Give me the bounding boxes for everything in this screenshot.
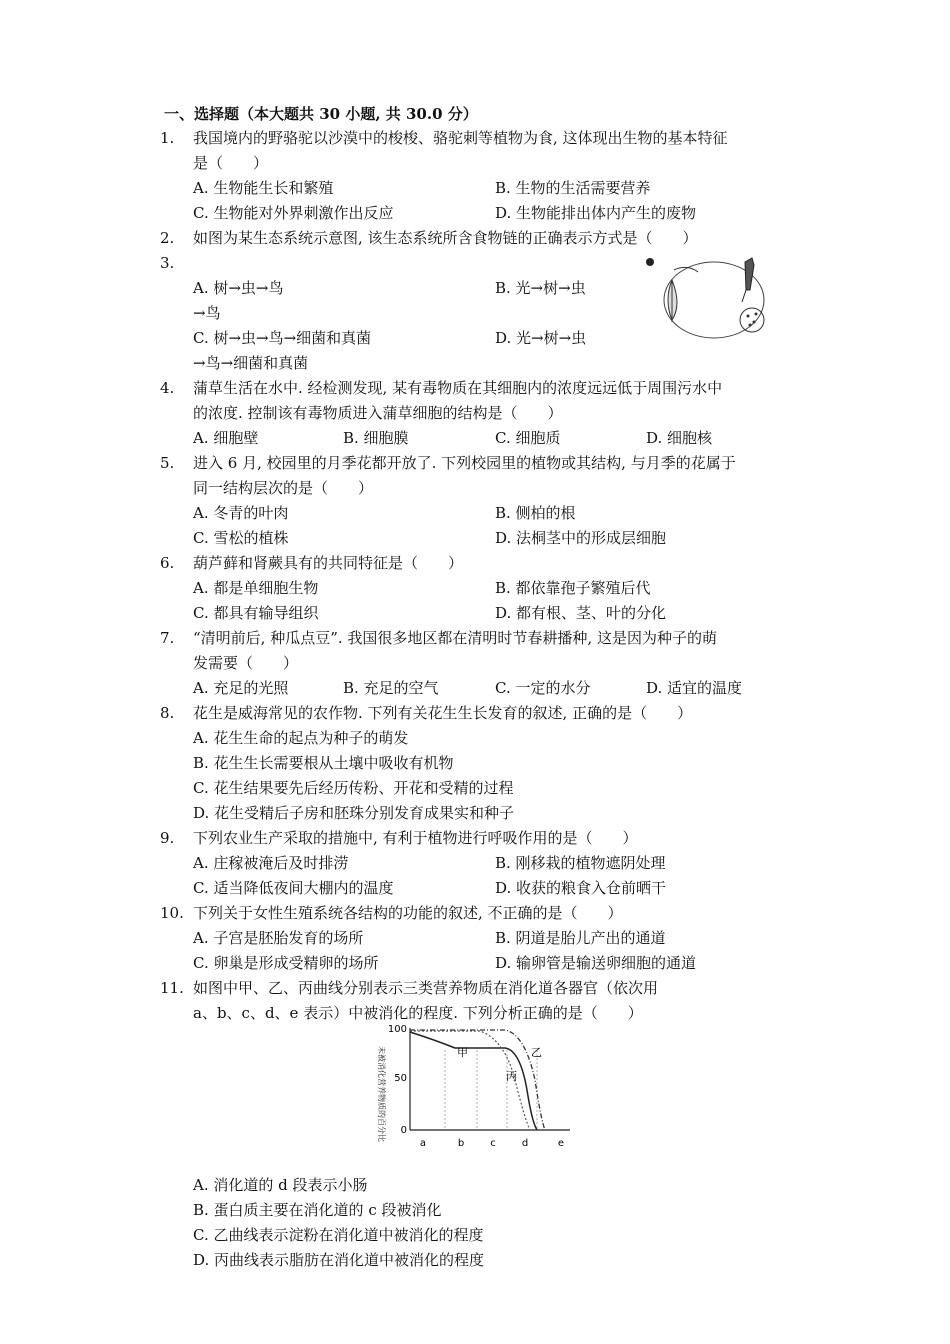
option-b: B. 都依靠孢子繁殖后代 — [495, 579, 651, 597]
curve-label-jia: 甲 — [457, 1046, 468, 1059]
x-tick: c — [490, 1138, 496, 1149]
option-b: B. 充足的空气 — [343, 679, 439, 697]
question-text: 花生是威海常见的农作物. 下列有关花生生长发育的叙述, 正确的是（ ） — [193, 704, 693, 722]
option-b: B. 生物的生活需要营养 — [495, 179, 651, 197]
y-tick: 50 — [394, 1073, 407, 1084]
question-number: 4. — [160, 379, 175, 397]
question-text: 蒲草生活在水中. 经检测发现, 某有毒物质在其细胞内的浓度远远低于周围污水中 — [193, 379, 723, 397]
option-d-continued: →鸟→细菌和真菌 — [193, 354, 309, 372]
option-a: A. 庄稼被淹后及时排涝 — [193, 854, 349, 872]
option-b: B. 细胞膜 — [343, 429, 409, 447]
option-d: D. 花生受精后子房和胚珠分别发育成果实和种子 — [193, 804, 515, 822]
question-text: a、b、c、d、e 表示）中被消化的程度. 下列分析正确的是（ ） — [193, 1004, 643, 1022]
question-text: 下列农业生产采取的措施中, 有利于植物进行呼吸作用的是（ ） — [193, 829, 638, 847]
question-text: 发需要（ ） — [193, 654, 299, 672]
question-text: “清明前后, 种瓜点豆”. 我国很多地区都在清明时节春耕播种, 这是因为种子的萌 — [193, 629, 717, 647]
y-tick: 100 — [387, 1024, 407, 1035]
option-c: C. 树→虫→鸟→细菌和真菌 — [193, 329, 372, 347]
option-b: B. 光→树→虫 — [495, 279, 586, 297]
option-d: D. 生物能排出体内产生的废物 — [495, 204, 697, 222]
x-tick: b — [457, 1138, 465, 1149]
question-number: 6. — [160, 554, 175, 572]
option-a: A. 花生生命的起点为种子的萌发 — [193, 729, 409, 747]
option-c: C. 卵巢是形成受精卵的场所 — [193, 954, 379, 972]
question-text: 我国境内的野骆驼以沙漠中的梭梭、骆驼刺等植物为食, 这体现出生物的基本特征 — [193, 129, 728, 147]
option-a: A. 消化道的 d 段表示小肠 — [193, 1176, 368, 1194]
option-c: C. 都具有输导组织 — [193, 604, 319, 622]
option-b: B. 阴道是胎儿产出的通道 — [495, 929, 666, 947]
y-tick: 0 — [400, 1125, 407, 1136]
x-tick: d — [521, 1138, 529, 1149]
option-d: D. 都有根、茎、叶的分化 — [495, 604, 667, 622]
option-c: C. 乙曲线表示淀粉在消化道中被消化的程度 — [193, 1226, 484, 1244]
question-number: 1. — [160, 129, 175, 147]
sun-icon — [646, 258, 654, 266]
question-number: 10. — [160, 904, 184, 922]
option-c: C. 一定的水分 — [495, 679, 591, 697]
question-text: 的浓度. 控制该有毒物质进入蒲草细胞的结构是（ ） — [193, 404, 563, 422]
bacteria-circle — [740, 308, 764, 332]
option-b: B. 蛋白质主要在消化道的 c 段被消化 — [193, 1201, 442, 1219]
option-c: C. 花生结果要先后经历传粉、开花和受精的过程 — [193, 779, 514, 797]
question-number: 7. — [160, 629, 175, 647]
question-text: 如图为某生态系统示意图, 该生态系统所含食物链的正确表示方式是（ ） — [193, 229, 698, 247]
question-text: 如图中甲、乙、丙曲线分别表示三类营养物质在消化道各器官（依次用 — [193, 979, 659, 997]
option-c: C. 生物能对外界刺激作出反应 — [193, 204, 394, 222]
question-text: 下列关于女性生殖系统各结构的功能的叙述, 不正确的是（ ） — [193, 904, 623, 922]
option-c: C. 细胞质 — [495, 429, 561, 447]
y-axis-label: 未被消化营养物质的百分比 — [377, 1046, 386, 1142]
option-a: A. 生物能生长和繁殖 — [193, 179, 334, 197]
question-number: 8. — [160, 704, 175, 722]
option-a: A. 树→虫→鸟 — [193, 279, 284, 297]
option-d: D. 收获的粮食入仓前晒干 — [495, 879, 667, 897]
option-b: B. 侧柏的根 — [495, 504, 576, 522]
option-d: D. 光→树→虫 — [495, 329, 587, 347]
question-number: 3. — [160, 254, 175, 272]
option-a: A. 都是单细胞生物 — [193, 579, 319, 597]
option-d: D. 适宜的温度 — [646, 679, 743, 697]
question-text: 是（ ） — [193, 154, 269, 172]
question-number: 9. — [160, 829, 175, 847]
option-c: C. 适当降低夜间大棚内的温度 — [193, 879, 394, 897]
digestion-curve-figure — [365, 1020, 580, 1155]
option-b: B. 花生生长需要根从土壤中吸收有机物 — [193, 754, 454, 772]
curve-label-yi: 乙 — [531, 1046, 542, 1059]
option-a: A. 子宫是胚胎发育的场所 — [193, 929, 364, 947]
option-c: C. 雪松的植株 — [193, 529, 289, 547]
option-d: D. 丙曲线表示脂肪在消化道中被消化的程度 — [193, 1251, 485, 1269]
question-number: 5. — [160, 454, 175, 472]
option-d: D. 输卵管是输送卵细胞的通道 — [495, 954, 697, 972]
option-a: A. 冬青的叶肉 — [193, 504, 289, 522]
x-tick: e — [557, 1138, 565, 1149]
question-number: 2. — [160, 229, 175, 247]
option-b: B. 刚移栽的植物遮阴处理 — [495, 854, 666, 872]
option-d: D. 细胞核 — [646, 429, 713, 447]
question-number: 11. — [160, 979, 184, 997]
section-title: 一、选择题（本大题共 30 小题, 共 30.0 分） — [164, 105, 478, 123]
curve-jia — [410, 1032, 537, 1130]
ecosystem-diagram — [642, 250, 772, 342]
question-text: 同一结构层次的是（ ） — [193, 479, 374, 497]
option-a: A. 细胞壁 — [193, 429, 259, 447]
question-text: 进入 6 月, 校园里的月季花都开放了. 下列校园里的植物或其结构, 与月季的花属于 — [193, 454, 736, 472]
question-text: 葫芦藓和肾蕨具有的共同特征是（ ） — [193, 554, 464, 572]
option-a: A. 充足的光照 — [193, 679, 289, 697]
bird-icon — [745, 258, 754, 290]
option-b-continued: →鸟 — [193, 304, 221, 322]
x-tick: a — [419, 1138, 427, 1149]
curve-label-bing: 丙 — [506, 1070, 517, 1083]
option-d: D. 法桐茎中的形成层细胞 — [495, 529, 667, 547]
